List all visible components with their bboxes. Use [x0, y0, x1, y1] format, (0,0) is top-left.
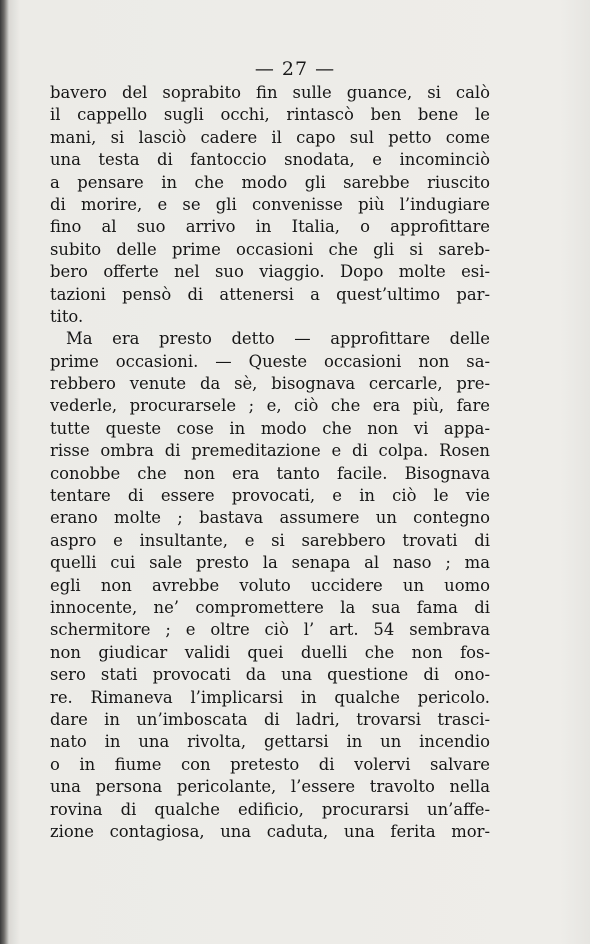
- text-line: il cappello sugli occhi, rintascò ben bene le: [50, 105, 490, 125]
- text-line: sero stati provocati da una questione di ono-: [50, 665, 490, 685]
- text-line: zione contagiosa, una caduta, una ferita mor-: [50, 821, 490, 841]
- text-line: a pensare in che modo gli sarebbe riuscito: [50, 172, 490, 192]
- text-line: innocente, ne’ compromettere la sua fama di: [50, 597, 490, 617]
- text-line: tutte queste cose in modo che non vi appa-: [50, 418, 490, 438]
- text-line: rovina di qualche edificio, procurarsi un’affe-: [50, 799, 490, 819]
- text-line: nato in una rivolta, gettarsi in un incendio: [50, 732, 490, 752]
- text-line: bero offerte nel suo viaggio. Dopo molte esi-: [50, 262, 490, 282]
- text-line: aspro e insultante, e si sarebbero trovati di: [50, 530, 490, 550]
- text-line: subito delle prime occasioni che gli si sareb-: [50, 239, 490, 259]
- text-line: bavero del soprabito fin sulle guance, si calò: [50, 83, 490, 102]
- text-line: risse ombra di premeditazione e di colpa. Rosen: [50, 441, 490, 461]
- body-text: [50, 82, 490, 843]
- text-line: non giudicar validi quei duelli che non fos-: [50, 642, 490, 662]
- text-line: mani, si lasciò cadere il capo sul petto come: [50, 127, 490, 147]
- text-line: Ma era presto detto — approfittare delle: [66, 329, 490, 349]
- text-line: dare in un’imboscata di ladri, trovarsi trasci-: [50, 709, 490, 729]
- text-line: o in fiume con pretesto di volervi salvare: [50, 754, 490, 774]
- text-line: prime occasioni. — Queste occasioni non sa-: [50, 351, 490, 371]
- text-line: re. Rimaneva l’implicarsi in qualche pericolo.: [50, 687, 490, 707]
- text-line: schermitore ; e oltre ciò l’ art. 54 sembrava: [50, 620, 490, 640]
- text-line: conobbe che non era tanto facile. Bisognava: [50, 463, 490, 483]
- text-line: egli non avrebbe voluto uccidere un uomo: [50, 575, 490, 595]
- text-line: tito.: [50, 306, 84, 326]
- text-line: tazioni pensò di attenersi a quest’ultimo par-: [50, 284, 490, 304]
- text-line: vederle, procurarsele ; e, ciò che era più, fare: [50, 396, 490, 416]
- text-line: di morire, e se gli convenisse più l’indugiare: [50, 194, 490, 214]
- text-line: tentare di essere provocati, e in ciò le vie: [50, 486, 490, 506]
- text-line: erano molte ; bastava assumere un contegno: [50, 508, 490, 528]
- text-line: una testa di fantoccio snodata, e incominciò: [50, 150, 490, 170]
- text-line: fino al suo arrivo in Italia, o approfittare: [50, 217, 490, 237]
- text-line: una persona pericolante, l’essere travolto nella: [50, 777, 490, 797]
- text-line: quelli cui sale presto la senapa al naso ; ma: [50, 553, 490, 573]
- text-line: rebbero venute da sè, bisognava cercarle, pre-: [50, 374, 490, 394]
- page-number: — 27 —: [254, 58, 336, 80]
